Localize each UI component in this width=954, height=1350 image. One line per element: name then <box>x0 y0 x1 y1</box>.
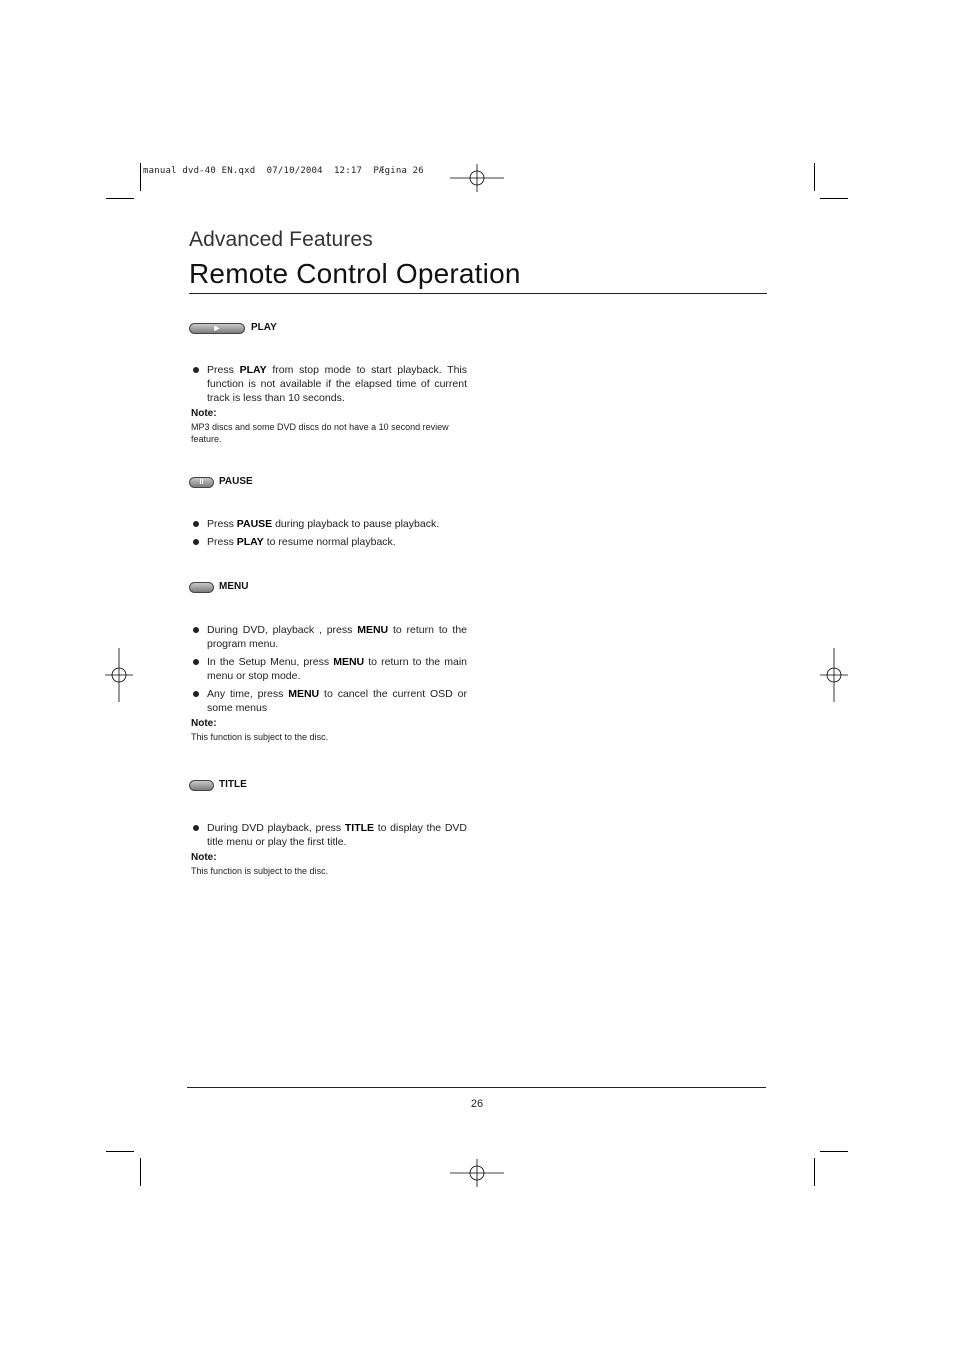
list-item: Press PAUSE during playback to pause playback. <box>191 517 467 531</box>
registration-mark-top <box>450 164 504 192</box>
title-label: TITLE <box>219 779 247 790</box>
list-item: Any time, press MENU to cancel the current OSD or some menus <box>191 687 467 715</box>
menu-bullets <box>191 623 467 719</box>
play-note-text: MP3 discs and some DVD discs do not have a 10 second review feature. <box>191 422 449 444</box>
header-rule <box>189 293 767 294</box>
print-slug: manual dvd-40 EN.qxd 07/10/2004 12:17 PÆgina 26 <box>143 166 424 176</box>
menu-note-text: This function is subject to the disc. <box>191 732 329 742</box>
play-note-heading: Note: <box>191 408 217 419</box>
list-item: Press PLAY from stop mode to start playback. This function is not available if the elapsed time of current track is less than 10 seconds. <box>191 363 467 405</box>
play-bullets <box>191 363 467 409</box>
menu-note-heading: Note: <box>191 718 217 729</box>
menu-button-icon <box>189 582 214 593</box>
pause-icon <box>189 477 214 488</box>
pause-glyph: II <box>199 479 204 486</box>
registration-mark-left <box>105 648 133 702</box>
page-title: Remote Control Operation <box>189 258 521 289</box>
title-bullets <box>191 821 467 853</box>
title-note-heading: Note: <box>191 852 217 863</box>
play-glyph: ► <box>212 323 222 333</box>
registration-mark-bottom <box>450 1159 504 1187</box>
title-note-text: This function is subject to the disc. <box>191 866 329 876</box>
list-item: During DVD, playback , press MENU to return to the program menu. <box>191 623 467 651</box>
list-item: During DVD playback, press TITLE to display the DVD title menu or play the first title. <box>191 821 467 849</box>
section-subtitle: Advanced Features <box>189 228 373 251</box>
list-item: Press PLAY to resume normal playback. <box>191 535 467 549</box>
list-item: In the Setup Menu, press MENU to return to the main menu or stop mode. <box>191 655 467 683</box>
title-button-icon <box>189 780 214 791</box>
footer-rule <box>187 1087 766 1088</box>
play-icon <box>189 323 245 334</box>
menu-label: MENU <box>219 581 249 592</box>
registration-mark-right <box>820 648 848 702</box>
pause-label: PAUSE <box>219 476 253 487</box>
page-number: 26 <box>470 1098 484 1110</box>
pause-bullets <box>191 517 467 553</box>
play-label: PLAY <box>251 322 277 333</box>
